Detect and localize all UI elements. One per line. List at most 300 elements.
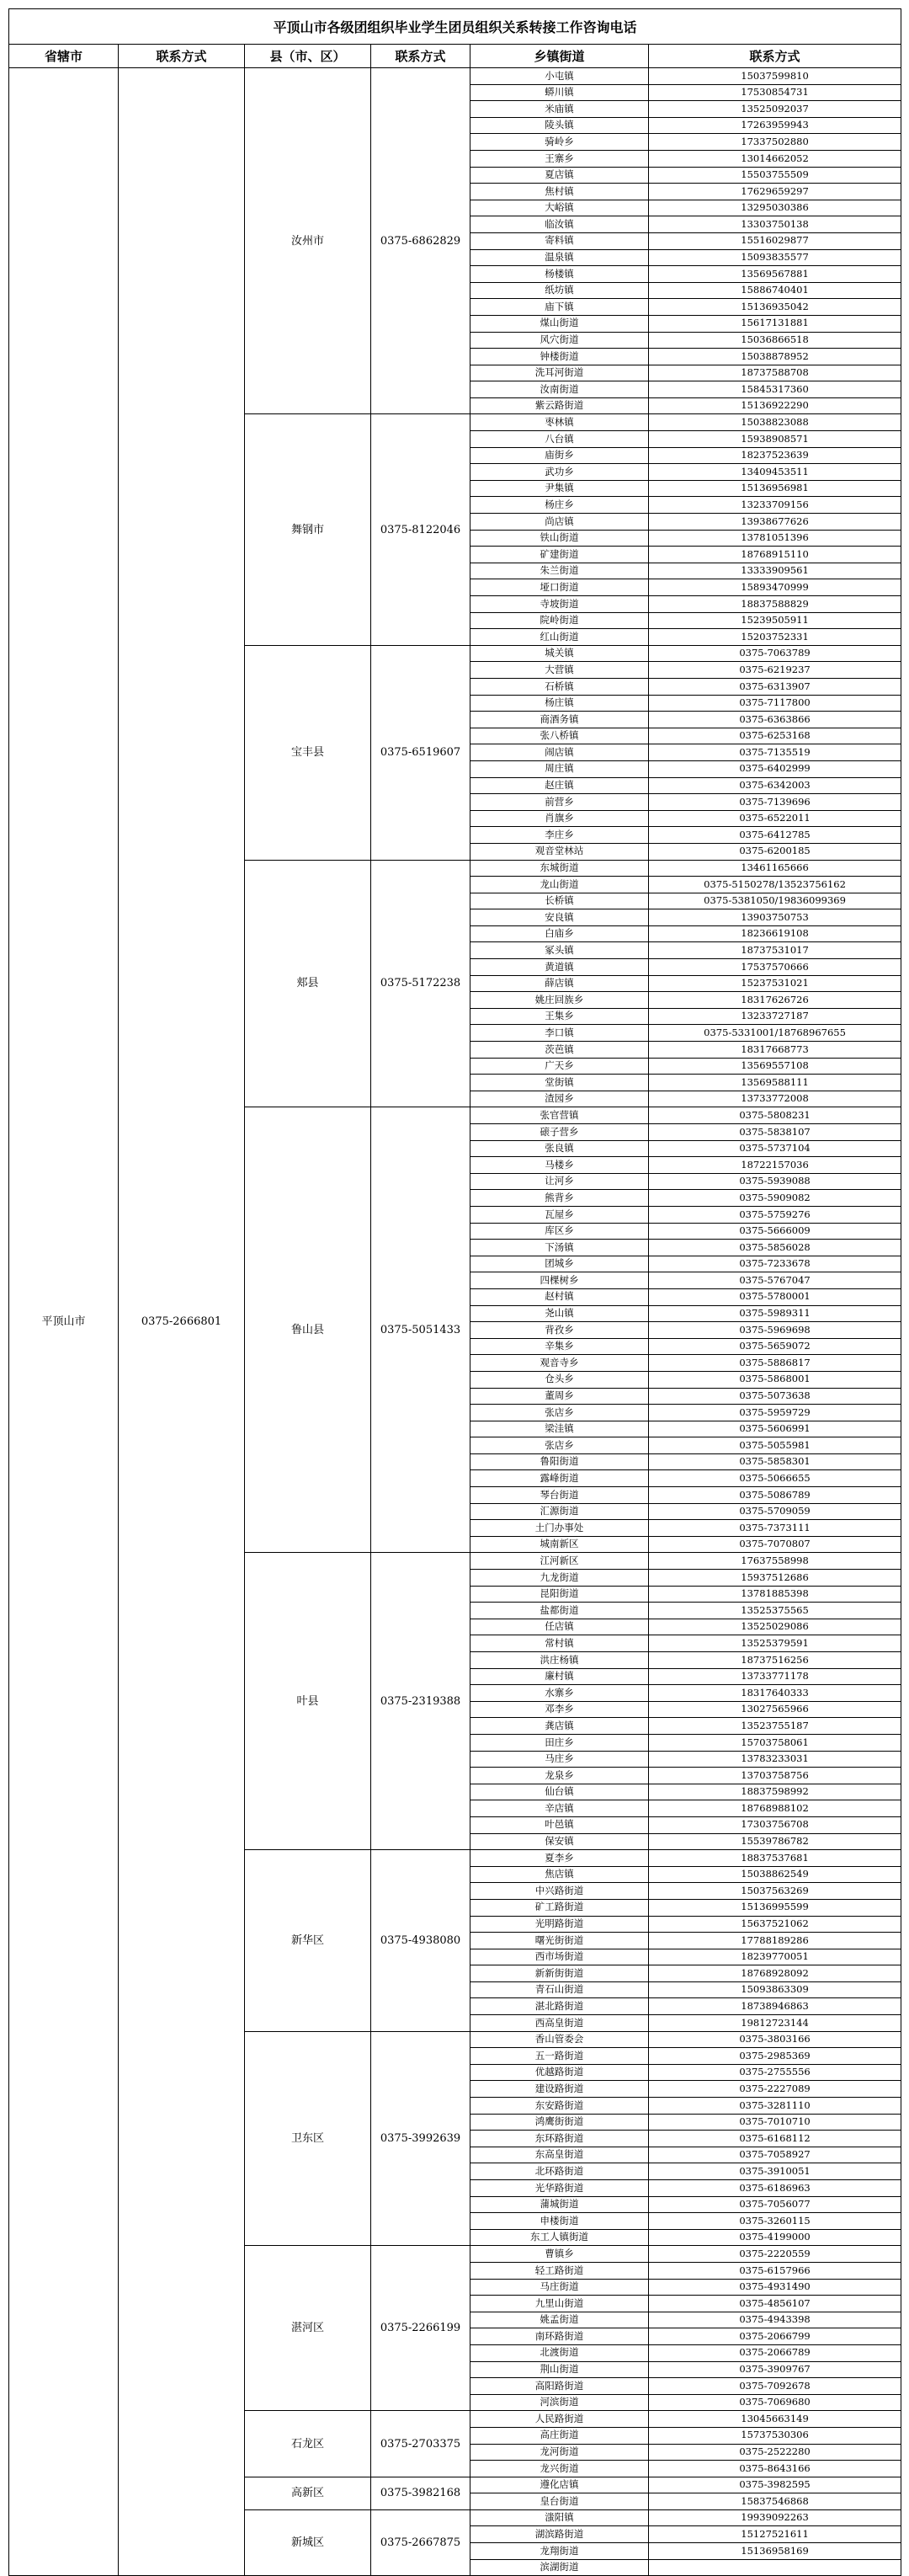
header-county: 县（市、区） bbox=[245, 45, 371, 68]
town-phone: 0375-6522011 bbox=[649, 810, 901, 827]
town-phone: 0375-3803166 bbox=[649, 2031, 901, 2048]
town-name: 蟒川镇 bbox=[470, 84, 649, 101]
town-phone: 0375-7233678 bbox=[649, 1256, 901, 1272]
town-phone: 0375-7117800 bbox=[649, 695, 901, 712]
town-name: 荆山街道 bbox=[470, 2361, 649, 2378]
town-name: 中兴路街道 bbox=[470, 1883, 649, 1900]
town-phone: 13525375565 bbox=[649, 1603, 901, 1619]
town-name: 龚店镇 bbox=[470, 1718, 649, 1735]
town-name: 张良镇 bbox=[470, 1140, 649, 1157]
town-phone: 0375-6342003 bbox=[649, 777, 901, 794]
town-name: 张八桥镇 bbox=[470, 728, 649, 744]
town-name: 高庄街道 bbox=[470, 2427, 649, 2444]
town-phone: 0375-2985369 bbox=[649, 2048, 901, 2065]
town-name: 钟楼街道 bbox=[470, 349, 649, 365]
town-name: 纸坊镇 bbox=[470, 282, 649, 299]
town-name: 熊背乡 bbox=[470, 1190, 649, 1207]
county-name: 湛河区 bbox=[245, 2246, 371, 2411]
town-name: 王集乡 bbox=[470, 1008, 649, 1025]
county-name: 新城区 bbox=[245, 2509, 371, 2575]
town-name: 北渡街道 bbox=[470, 2344, 649, 2361]
town-name: 洗耳河街道 bbox=[470, 365, 649, 381]
town-name: 汝南街道 bbox=[470, 381, 649, 398]
header-town-phone: 联系方式 bbox=[649, 45, 901, 68]
town-phone: 18317668773 bbox=[649, 1042, 901, 1059]
town-name: 鲁阳街道 bbox=[470, 1453, 649, 1470]
county-phone: 0375-2319388 bbox=[371, 1553, 470, 1850]
town-phone: 15845317360 bbox=[649, 381, 901, 398]
town-phone: 0375-3909767 bbox=[649, 2361, 901, 2378]
town-phone: 0375-5759276 bbox=[649, 1206, 901, 1223]
town-name: 商酒务镇 bbox=[470, 712, 649, 728]
town-phone: 0375-2227089 bbox=[649, 2081, 901, 2098]
town-phone: 0375-6402999 bbox=[649, 760, 901, 777]
town-name: 李庄乡 bbox=[470, 827, 649, 844]
town-phone: 0375-5868001 bbox=[649, 1371, 901, 1388]
town-name: 长桥镇 bbox=[470, 893, 649, 909]
town-name: 建设路街道 bbox=[470, 2081, 649, 2098]
town-phone: 15637521062 bbox=[649, 1916, 901, 1933]
town-name: 团城乡 bbox=[470, 1256, 649, 1272]
town-phone: 0375-2755556 bbox=[649, 2064, 901, 2081]
town-phone: 15737530306 bbox=[649, 2427, 901, 2444]
town-name: 张官营镇 bbox=[470, 1107, 649, 1124]
town-name: 蒲城街道 bbox=[470, 2196, 649, 2213]
town-name: 梁洼镇 bbox=[470, 1421, 649, 1437]
town-name: 王寨乡 bbox=[470, 150, 649, 167]
town-phone: 0375-5086789 bbox=[649, 1487, 901, 1504]
town-name: 广天乡 bbox=[470, 1058, 649, 1075]
town-phone: 15503755509 bbox=[649, 167, 901, 184]
town-phone: 15937512686 bbox=[649, 1570, 901, 1587]
town-name: 下汤镇 bbox=[470, 1240, 649, 1256]
town-phone bbox=[649, 2559, 901, 2576]
town-phone: 0375-3982595 bbox=[649, 2477, 901, 2493]
town-phone: 15237531021 bbox=[649, 975, 901, 992]
town-name: 堂街镇 bbox=[470, 1075, 649, 1091]
town-phone: 13461165666 bbox=[649, 860, 901, 877]
town-phone: 0375-6219237 bbox=[649, 662, 901, 679]
town-phone: 15038862549 bbox=[649, 1866, 901, 1883]
town-name: 矿工路街道 bbox=[470, 1899, 649, 1916]
town-phone: 0375-5331001/18768967655 bbox=[649, 1025, 901, 1042]
town-name: 曹镇乡 bbox=[470, 2246, 649, 2263]
town-name: 寺坡街道 bbox=[470, 596, 649, 613]
town-phone: 0375-6313907 bbox=[649, 678, 901, 695]
town-phone: 18317640333 bbox=[649, 1685, 901, 1702]
town-name: 龙翔街道 bbox=[470, 2543, 649, 2560]
county-name: 高新区 bbox=[245, 2477, 371, 2509]
town-name: 四棵树乡 bbox=[470, 1272, 649, 1289]
town-phone: 0375-5659072 bbox=[649, 1338, 901, 1355]
town-phone: 15203752331 bbox=[649, 629, 901, 646]
town-name: 庙下镇 bbox=[470, 299, 649, 316]
town-name: 土门办事处 bbox=[470, 1520, 649, 1537]
town-name: 白庙乡 bbox=[470, 925, 649, 942]
town-phone: 0375-4931490 bbox=[649, 2279, 901, 2296]
town-name: 让河乡 bbox=[470, 1173, 649, 1190]
county-phone: 0375-4938080 bbox=[371, 1850, 470, 2032]
town-name: 东工人镇街道 bbox=[470, 2229, 649, 2246]
town-name: 东城街道 bbox=[470, 860, 649, 877]
town-phone: 0375-7139696 bbox=[649, 794, 901, 811]
town-name: 廉村镇 bbox=[470, 1668, 649, 1685]
header-town: 乡镇街道 bbox=[470, 45, 649, 68]
town-phone: 15136935042 bbox=[649, 299, 901, 316]
town-phone: 17263959943 bbox=[649, 117, 901, 134]
town-phone: 13027565966 bbox=[649, 1701, 901, 1718]
town-name: 西市场街道 bbox=[470, 1949, 649, 1965]
town-phone: 18837598992 bbox=[649, 1784, 901, 1800]
town-name: 夏店镇 bbox=[470, 167, 649, 184]
town-phone: 17637558998 bbox=[649, 1553, 901, 1570]
town-name: 寄料镇 bbox=[470, 232, 649, 249]
town-phone: 0375-6412785 bbox=[649, 827, 901, 844]
town-phone: 18237523639 bbox=[649, 447, 901, 464]
town-name: 周庄镇 bbox=[470, 760, 649, 777]
town-phone: 13569557108 bbox=[649, 1058, 901, 1075]
town-phone: 0375-7058927 bbox=[649, 2147, 901, 2163]
town-name: 小屯镇 bbox=[470, 68, 649, 85]
town-phone: 0375-5858301 bbox=[649, 1453, 901, 1470]
county-name: 新华区 bbox=[245, 1850, 371, 2032]
town-name: 城南新区 bbox=[470, 1536, 649, 1553]
town-name: 陵头镇 bbox=[470, 117, 649, 134]
town-name: 新新街街道 bbox=[470, 1965, 649, 1982]
town-phone: 0375-7373111 bbox=[649, 1520, 901, 1537]
town-phone: 0375-2066799 bbox=[649, 2328, 901, 2345]
town-name: 龙河街道 bbox=[470, 2444, 649, 2461]
town-phone: 17537570666 bbox=[649, 959, 901, 976]
town-name: 北环路街道 bbox=[470, 2163, 649, 2180]
town-phone: 0375-5606991 bbox=[649, 1421, 901, 1437]
town-name: 汇源街道 bbox=[470, 1503, 649, 1520]
town-name: 庙街乡 bbox=[470, 447, 649, 464]
town-phone: 19812723144 bbox=[649, 2015, 901, 2032]
town-phone: 13523755187 bbox=[649, 1718, 901, 1735]
town-phone: 18737531017 bbox=[649, 942, 901, 959]
town-phone: 0375-8643166 bbox=[649, 2461, 901, 2477]
town-phone: 17629659297 bbox=[649, 184, 901, 200]
town-name: 背孜乡 bbox=[470, 1322, 649, 1339]
town-phone: 15893470999 bbox=[649, 579, 901, 596]
town-phone: 13703758756 bbox=[649, 1768, 901, 1784]
county-name: 鲁山县 bbox=[245, 1107, 371, 1553]
town-phone: 18239770051 bbox=[649, 1949, 901, 1965]
document-title: 平顶山市各级团组织毕业学生团员组织关系转接工作咨询电话 bbox=[9, 9, 901, 45]
town-phone: 13783233031 bbox=[649, 1751, 901, 1768]
town-name: 冢头镇 bbox=[470, 942, 649, 959]
county-phone: 0375-3982168 bbox=[371, 2477, 470, 2509]
county-phone: 0375-2703375 bbox=[371, 2411, 470, 2477]
town-name: 红山街道 bbox=[470, 629, 649, 646]
county-name: 石龙区 bbox=[245, 2411, 371, 2477]
town-name: 铁山街道 bbox=[470, 530, 649, 547]
town-name: 滍阳镇 bbox=[470, 2509, 649, 2526]
town-name: 龙泉乡 bbox=[470, 1768, 649, 1784]
town-phone: 13333909561 bbox=[649, 563, 901, 579]
town-phone: 15136995599 bbox=[649, 1899, 901, 1916]
town-phone: 18768928092 bbox=[649, 1965, 901, 1982]
town-name: 皇台街道 bbox=[470, 2493, 649, 2510]
town-phone: 0375-5066655 bbox=[649, 1470, 901, 1487]
town-phone: 15093863309 bbox=[649, 1981, 901, 1998]
town-phone: 15038878952 bbox=[649, 349, 901, 365]
town-name: 光华路街道 bbox=[470, 2180, 649, 2197]
town-phone: 18737516256 bbox=[649, 1652, 901, 1669]
town-name: 湛北路街道 bbox=[470, 1998, 649, 2015]
town-phone: 18837537681 bbox=[649, 1850, 901, 1867]
town-name: 李口镇 bbox=[470, 1025, 649, 1042]
town-name: 轻工路街道 bbox=[470, 2262, 649, 2279]
town-name: 龙兴街道 bbox=[470, 2461, 649, 2477]
county-phone: 0375-2667875 bbox=[371, 2509, 470, 2575]
header-city-phone: 联系方式 bbox=[119, 45, 245, 68]
town-phone: 15036866518 bbox=[649, 332, 901, 349]
town-name: 焦店镇 bbox=[470, 1866, 649, 1883]
town-name: 邓李乡 bbox=[470, 1701, 649, 1718]
town-phone: 18768915110 bbox=[649, 547, 901, 563]
town-phone: 0375-5838107 bbox=[649, 1124, 901, 1141]
town-phone: 0375-4199000 bbox=[649, 2229, 901, 2246]
town-phone: 0375-7063789 bbox=[649, 645, 901, 662]
town-name: 尚店镇 bbox=[470, 514, 649, 531]
town-phone: 0375-6168112 bbox=[649, 2131, 901, 2147]
town-name: 前营乡 bbox=[470, 794, 649, 811]
town-name: 煤山街道 bbox=[470, 315, 649, 332]
county-phone: 0375-6862829 bbox=[371, 68, 470, 414]
town-name: 任店镇 bbox=[470, 1619, 649, 1635]
town-name: 遵化店镇 bbox=[470, 2477, 649, 2493]
county-name: 卫东区 bbox=[245, 2031, 371, 2246]
town-name: 杨庄镇 bbox=[470, 695, 649, 712]
town-name: 茨芭镇 bbox=[470, 1042, 649, 1059]
town-phone: 0375-6200185 bbox=[649, 843, 901, 860]
town-name: 叶邑镇 bbox=[470, 1816, 649, 1833]
town-phone: 13409453511 bbox=[649, 464, 901, 481]
town-phone: 15938908571 bbox=[649, 431, 901, 448]
town-name: 九里山街道 bbox=[470, 2296, 649, 2312]
town-name: 洪庄杨镇 bbox=[470, 1652, 649, 1669]
town-phone: 0375-4856107 bbox=[649, 2296, 901, 2312]
town-phone: 15136956981 bbox=[649, 480, 901, 497]
town-phone: 15539786782 bbox=[649, 1833, 901, 1850]
town-phone: 13014662052 bbox=[649, 150, 901, 167]
town-name: 南环路街道 bbox=[470, 2328, 649, 2345]
town-name: 保安镇 bbox=[470, 1833, 649, 1850]
town-name: 赵庄镇 bbox=[470, 777, 649, 794]
town-phone: 0375-5737104 bbox=[649, 1140, 901, 1157]
table-body bbox=[9, 68, 901, 2576]
town-name: 杨庄乡 bbox=[470, 497, 649, 514]
town-name: 石桥镇 bbox=[470, 678, 649, 695]
city-name: 平顶山市 bbox=[9, 68, 119, 2576]
header-city: 省辖市 bbox=[9, 45, 119, 68]
town-phone: 0375-2522280 bbox=[649, 2444, 901, 2461]
town-phone: 0375-5709059 bbox=[649, 1503, 901, 1520]
town-phone: 13295030386 bbox=[649, 200, 901, 216]
town-name: 江河新区 bbox=[470, 1553, 649, 1570]
town-name: 九龙街道 bbox=[470, 1570, 649, 1587]
town-name: 东安路街道 bbox=[470, 2098, 649, 2115]
town-name: 枣林镇 bbox=[470, 414, 649, 431]
town-name: 曙光街街道 bbox=[470, 1933, 649, 1949]
town-phone: 0375-4943398 bbox=[649, 2312, 901, 2328]
county-phone: 0375-5051433 bbox=[371, 1107, 470, 1553]
town-phone: 15886740401 bbox=[649, 282, 901, 299]
town-phone: 15038823088 bbox=[649, 414, 901, 431]
town-name: 瓦屋乡 bbox=[470, 1206, 649, 1223]
town-name: 垭口街道 bbox=[470, 579, 649, 596]
town-phone: 0375-2066789 bbox=[649, 2344, 901, 2361]
county-name: 舞钢市 bbox=[245, 414, 371, 645]
town-phone: 0375-6363866 bbox=[649, 712, 901, 728]
town-name: 米庙镇 bbox=[470, 101, 649, 118]
town-phone: 0375-5767047 bbox=[649, 1272, 901, 1289]
town-name: 姚孟街道 bbox=[470, 2312, 649, 2328]
town-name: 仓头乡 bbox=[470, 1371, 649, 1388]
town-phone: 0375-7135519 bbox=[649, 744, 901, 761]
header-county-phone: 联系方式 bbox=[371, 45, 470, 68]
town-phone: 13569567881 bbox=[649, 266, 901, 283]
town-phone: 0375-6253168 bbox=[649, 728, 901, 744]
town-name: 肖旗乡 bbox=[470, 810, 649, 827]
town-phone: 0375-6157966 bbox=[649, 2262, 901, 2279]
town-phone: 13733772008 bbox=[649, 1091, 901, 1107]
town-phone: 13525092037 bbox=[649, 101, 901, 118]
town-phone: 0375-7010710 bbox=[649, 2114, 901, 2131]
town-phone: 18236619108 bbox=[649, 925, 901, 942]
town-name: 城关镇 bbox=[470, 645, 649, 662]
town-phone: 0375-5666009 bbox=[649, 1223, 901, 1240]
town-phone: 18738946863 bbox=[649, 1998, 901, 2015]
town-phone: 0375-5856028 bbox=[649, 1240, 901, 1256]
town-phone: 0375-5808231 bbox=[649, 1107, 901, 1124]
contact-table bbox=[8, 8, 901, 2576]
county-phone: 0375-2266199 bbox=[371, 2246, 470, 2411]
town-name: 闹店镇 bbox=[470, 744, 649, 761]
town-phone: 15516029877 bbox=[649, 232, 901, 249]
county-name: 叶县 bbox=[245, 1553, 371, 1850]
town-name: 磙子营乡 bbox=[470, 1124, 649, 1141]
town-phone: 0375-5886817 bbox=[649, 1355, 901, 1372]
town-phone: 15239505911 bbox=[649, 612, 901, 629]
town-phone: 15617131881 bbox=[649, 315, 901, 332]
town-phone: 13781885398 bbox=[649, 1586, 901, 1603]
town-name: 马庄乡 bbox=[470, 1751, 649, 1768]
town-name: 临汝镇 bbox=[470, 216, 649, 233]
town-phone: 13303750138 bbox=[649, 216, 901, 233]
town-phone: 0375-7069680 bbox=[649, 2394, 901, 2411]
town-phone: 13525379591 bbox=[649, 1635, 901, 1652]
town-phone: 0375-3281110 bbox=[649, 2098, 901, 2115]
town-phone: 0375-5989311 bbox=[649, 1305, 901, 1322]
town-phone: 15136958169 bbox=[649, 2543, 901, 2560]
town-name: 昆阳街道 bbox=[470, 1586, 649, 1603]
town-name: 盐都街道 bbox=[470, 1603, 649, 1619]
town-phone: 13938677626 bbox=[649, 514, 901, 531]
town-name: 温泉镇 bbox=[470, 249, 649, 266]
town-phone: 0375-2220559 bbox=[649, 2246, 901, 2263]
town-name: 光明路街道 bbox=[470, 1916, 649, 1933]
town-name: 仙台镇 bbox=[470, 1784, 649, 1800]
town-name: 尹集镇 bbox=[470, 480, 649, 497]
town-name: 焦村镇 bbox=[470, 184, 649, 200]
town-name: 夏李乡 bbox=[470, 1850, 649, 1867]
town-phone: 0375-7092678 bbox=[649, 2378, 901, 2395]
town-name: 黄道镇 bbox=[470, 959, 649, 976]
town-phone: 18768988102 bbox=[649, 1800, 901, 1817]
town-name: 安良镇 bbox=[470, 909, 649, 926]
town-phone: 15703758061 bbox=[649, 1734, 901, 1751]
town-phone: 0375-5780001 bbox=[649, 1288, 901, 1305]
town-name: 院岭街道 bbox=[470, 612, 649, 629]
town-phone: 0375-5073638 bbox=[649, 1388, 901, 1405]
town-phone: 0375-5909082 bbox=[649, 1190, 901, 1207]
town-phone: 15136922290 bbox=[649, 397, 901, 414]
town-name: 八台镇 bbox=[470, 431, 649, 448]
town-name: 申楼街道 bbox=[470, 2213, 649, 2230]
table-row bbox=[9, 68, 901, 85]
town-name: 东环路街道 bbox=[470, 2131, 649, 2147]
county-phone: 0375-6519607 bbox=[371, 645, 470, 860]
town-name: 常村镇 bbox=[470, 1635, 649, 1652]
town-phone: 0375-7056077 bbox=[649, 2196, 901, 2213]
town-phone: 18837588829 bbox=[649, 596, 901, 613]
town-name: 人民路街道 bbox=[470, 2411, 649, 2428]
town-phone: 17337502880 bbox=[649, 134, 901, 151]
town-phone: 0375-3910051 bbox=[649, 2163, 901, 2180]
town-phone: 0375-5969698 bbox=[649, 1322, 901, 1339]
town-name: 龙山街道 bbox=[470, 877, 649, 893]
town-phone: 0375-6186963 bbox=[649, 2180, 901, 2197]
town-phone: 13569588111 bbox=[649, 1075, 901, 1091]
town-name: 杨楼镇 bbox=[470, 266, 649, 283]
town-name: 姚庄回族乡 bbox=[470, 992, 649, 1009]
town-name: 东高皇街道 bbox=[470, 2147, 649, 2163]
town-phone: 17530854731 bbox=[649, 84, 901, 101]
town-name: 骑岭乡 bbox=[470, 134, 649, 151]
town-name: 大营镇 bbox=[470, 662, 649, 679]
county-phone: 0375-8122046 bbox=[371, 414, 470, 645]
header-row bbox=[9, 45, 901, 68]
town-phone: 13903750753 bbox=[649, 909, 901, 926]
town-phone: 18317626726 bbox=[649, 992, 901, 1009]
town-phone: 15037563269 bbox=[649, 1883, 901, 1900]
county-name: 郏县 bbox=[245, 860, 371, 1107]
town-phone: 13233727187 bbox=[649, 1008, 901, 1025]
town-phone: 13233709156 bbox=[649, 497, 901, 514]
town-name: 尧山镇 bbox=[470, 1305, 649, 1322]
town-name: 鸿鹰街街道 bbox=[470, 2114, 649, 2131]
town-name: 马庄街道 bbox=[470, 2279, 649, 2296]
town-phone: 13781051396 bbox=[649, 530, 901, 547]
town-name: 紫云路街道 bbox=[470, 397, 649, 414]
town-name: 辛集乡 bbox=[470, 1338, 649, 1355]
town-name: 大峪镇 bbox=[470, 200, 649, 216]
town-phone: 13045663149 bbox=[649, 2411, 901, 2428]
town-phone: 13733771178 bbox=[649, 1668, 901, 1685]
town-name: 观音堂林站 bbox=[470, 843, 649, 860]
town-name: 矿建街道 bbox=[470, 547, 649, 563]
town-phone: 17303756708 bbox=[649, 1816, 901, 1833]
town-name: 张店乡 bbox=[470, 1405, 649, 1421]
town-name: 琴台街道 bbox=[470, 1487, 649, 1504]
town-phone: 0375-3260115 bbox=[649, 2213, 901, 2230]
town-name: 风穴街道 bbox=[470, 332, 649, 349]
town-phone: 13525029086 bbox=[649, 1619, 901, 1635]
town-phone: 15093835577 bbox=[649, 249, 901, 266]
